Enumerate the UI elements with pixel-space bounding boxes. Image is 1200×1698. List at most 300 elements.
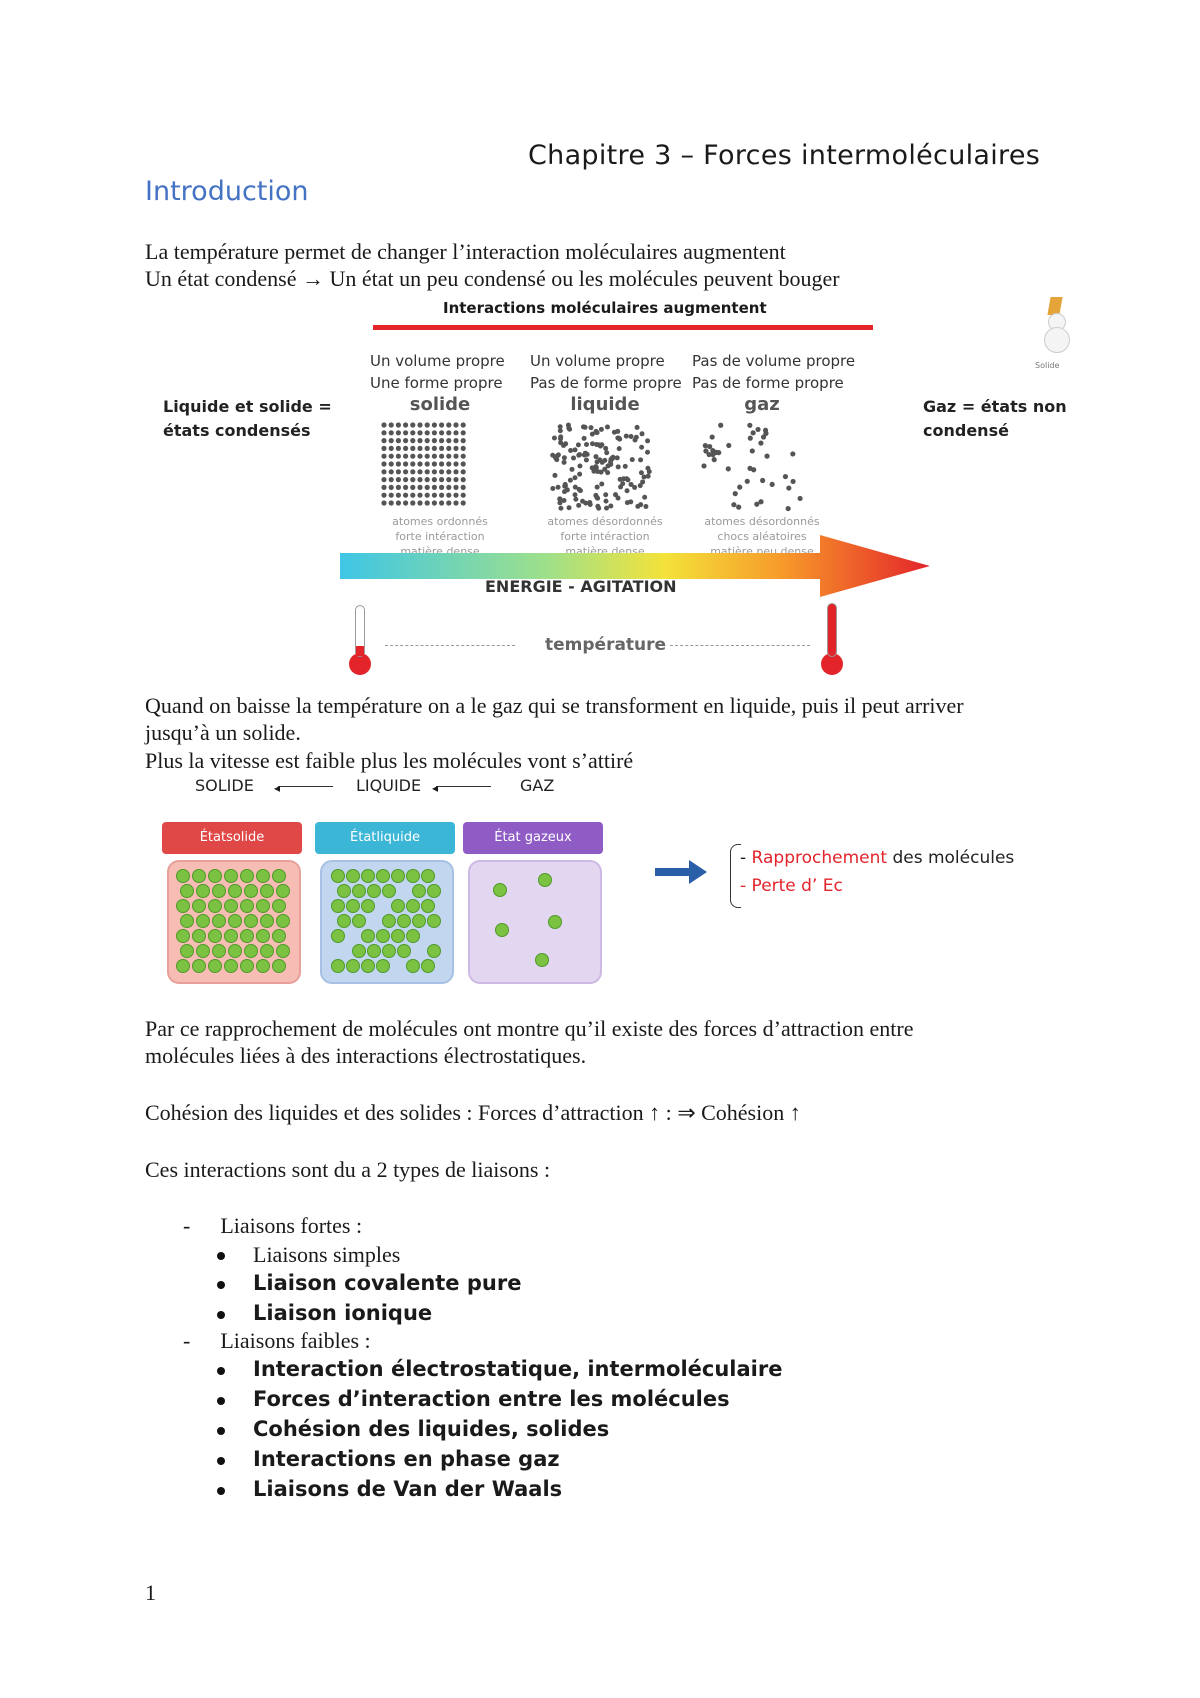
particle <box>432 454 437 459</box>
particle <box>764 454 769 459</box>
particle <box>193 870 206 883</box>
particle <box>615 455 620 460</box>
particle <box>245 945 258 958</box>
particle <box>453 446 458 451</box>
particle <box>332 900 345 913</box>
particle <box>608 462 613 467</box>
right-label <box>923 395 1067 443</box>
particle <box>362 870 375 883</box>
particle <box>629 434 634 439</box>
particle <box>417 500 422 505</box>
particle <box>332 930 345 943</box>
particle <box>639 445 644 450</box>
snowman-label: Solide <box>1035 361 1060 370</box>
particle <box>425 477 430 482</box>
particle <box>209 960 222 973</box>
liquid-state-box <box>320 860 454 984</box>
particle <box>446 461 451 466</box>
particle <box>638 502 643 507</box>
particle <box>630 457 635 462</box>
gas-desc-3: matière peu dense <box>710 545 814 558</box>
particle <box>396 461 401 466</box>
note-line-2: - Perte d’ Ec <box>740 876 843 896</box>
particle <box>620 481 625 486</box>
particle <box>362 930 375 943</box>
particle <box>403 422 408 427</box>
particle <box>539 874 552 887</box>
particle <box>209 900 222 913</box>
particle <box>181 945 194 958</box>
particle <box>590 465 595 470</box>
particle <box>701 463 706 468</box>
particle <box>425 485 430 490</box>
particle <box>353 915 366 928</box>
particle <box>389 422 394 427</box>
particle <box>261 915 274 928</box>
paragraph-3b: jusqu’à un solide. <box>145 720 301 745</box>
particle <box>562 498 567 503</box>
particle <box>461 438 466 443</box>
gas-desc-1: atomes désordonnés <box>704 515 820 528</box>
particle <box>713 450 718 455</box>
particle <box>241 930 254 943</box>
particle <box>417 454 422 459</box>
particle <box>396 500 401 505</box>
particle <box>428 915 441 928</box>
particle <box>712 457 717 462</box>
particle <box>612 430 617 435</box>
particle <box>603 499 608 504</box>
particle <box>583 425 588 430</box>
particle <box>410 461 415 466</box>
solid-particles <box>370 419 510 514</box>
liquid-particles <box>530 419 680 514</box>
particle <box>403 485 408 490</box>
note-2-text: Perte d’ Ec <box>751 876 843 896</box>
strong-bonds-title: Liaisons fortes : <box>220 1213 363 1238</box>
particle <box>332 870 345 883</box>
particle <box>439 469 444 474</box>
solid-state-balls <box>169 862 299 982</box>
paragraph-3a: Quand on baisse la température on a le gaz qui se transforment en liquide, puis il peut arriver <box>145 693 964 718</box>
particle <box>583 451 588 456</box>
particle <box>425 422 430 427</box>
thermometer-cold-icon <box>349 605 371 675</box>
paragraph-5b: molécules liées à des interactions électrostatiques. <box>145 1043 587 1068</box>
particle <box>580 499 585 504</box>
particle <box>604 506 609 511</box>
particle <box>417 438 422 443</box>
particle <box>425 438 430 443</box>
particle <box>403 430 408 435</box>
temperature-label: température <box>545 635 667 655</box>
particle <box>577 472 582 477</box>
particle <box>737 485 742 490</box>
particle <box>596 506 601 511</box>
particle <box>786 485 791 490</box>
particle <box>381 485 386 490</box>
particle <box>453 477 458 482</box>
particle <box>770 482 775 487</box>
particle <box>353 885 366 898</box>
particle <box>494 884 507 897</box>
particle <box>410 493 415 498</box>
sequence-liquide: LIQUIDE <box>356 776 422 795</box>
particle <box>558 434 563 439</box>
particle <box>439 454 444 459</box>
particle <box>461 461 466 466</box>
particle <box>568 478 573 483</box>
liquid-property-2: Pas de forme propre <box>530 374 682 392</box>
particle <box>392 930 405 943</box>
particle <box>642 475 647 480</box>
particle <box>407 870 420 883</box>
particle <box>410 469 415 474</box>
particle <box>446 422 451 427</box>
particle <box>558 506 563 511</box>
particle <box>432 469 437 474</box>
particle <box>377 930 390 943</box>
solid-desc-2: forte intéraction <box>395 530 485 543</box>
particle <box>432 446 437 451</box>
weak-bonds-item: - Liaisons faibles : <box>183 1328 371 1353</box>
particle <box>362 960 375 973</box>
particle <box>403 477 408 482</box>
particle <box>425 469 430 474</box>
particle <box>536 954 549 967</box>
liquid-desc-1: atomes désordonnés <box>547 515 663 528</box>
particle <box>410 430 415 435</box>
particle <box>389 438 394 443</box>
particle <box>381 461 386 466</box>
gas-property-2: Pas de forme propre <box>692 374 844 392</box>
arrow-to-liquid <box>436 786 491 787</box>
particle <box>403 493 408 498</box>
particle <box>590 441 595 446</box>
particle <box>461 485 466 490</box>
particle <box>624 434 629 439</box>
gas-name: gaz <box>744 394 780 415</box>
particle <box>563 441 568 446</box>
particle <box>383 885 396 898</box>
particle <box>552 473 557 478</box>
particle <box>407 960 420 973</box>
particle <box>417 461 422 466</box>
particle <box>389 477 394 482</box>
particle <box>638 483 643 488</box>
particle <box>381 500 386 505</box>
particle <box>213 915 226 928</box>
particle <box>389 430 394 435</box>
particle <box>197 885 210 898</box>
particle <box>599 427 604 432</box>
particle <box>461 493 466 498</box>
particle <box>599 482 604 487</box>
particle <box>403 446 408 451</box>
temperature-dash-left <box>385 645 515 646</box>
particle <box>710 434 715 439</box>
particle <box>425 461 430 466</box>
particle <box>439 438 444 443</box>
particle <box>558 440 563 445</box>
particle <box>562 455 567 460</box>
particle <box>726 466 731 471</box>
paragraph-4: Plus la vitesse est faible plus les molécules vont s’attiré <box>145 748 634 773</box>
strong-bonds-list <box>253 1242 521 1330</box>
particle <box>417 446 422 451</box>
particle <box>748 436 753 441</box>
particle <box>439 461 444 466</box>
particle <box>381 454 386 459</box>
particle <box>589 425 594 430</box>
particle <box>577 464 582 469</box>
particle <box>338 915 351 928</box>
particle <box>257 930 270 943</box>
particle <box>617 446 622 451</box>
particle <box>193 960 206 973</box>
gas-state-card <box>463 822 603 984</box>
particle <box>573 447 578 452</box>
solid-property-2: Une forme propre <box>370 374 503 392</box>
particle <box>645 438 650 443</box>
particle <box>181 885 194 898</box>
particle <box>558 428 563 433</box>
particle <box>225 870 238 883</box>
particle <box>461 477 466 482</box>
particle <box>389 454 394 459</box>
particle <box>552 435 557 440</box>
particle <box>595 469 600 474</box>
energy-label: ENERGIE - AGITATION <box>485 577 677 596</box>
particle <box>403 469 408 474</box>
particle <box>261 885 274 898</box>
particle <box>377 870 390 883</box>
particle <box>410 422 415 427</box>
particle <box>600 460 605 465</box>
list-item: Liaison covalente pure <box>253 1271 521 1301</box>
particle <box>635 425 640 430</box>
liquid-state-balls <box>322 862 452 982</box>
particle <box>273 960 286 973</box>
solid-state-box <box>167 860 301 984</box>
particle <box>396 422 401 427</box>
particle <box>277 945 290 958</box>
particle <box>453 430 458 435</box>
temperature-dash-right <box>670 645 810 646</box>
particle <box>453 493 458 498</box>
particle <box>761 434 766 439</box>
particle <box>736 504 741 509</box>
particle <box>410 485 415 490</box>
particle <box>602 467 607 472</box>
particle <box>396 438 401 443</box>
particle <box>229 885 242 898</box>
particle <box>783 474 788 479</box>
particle <box>398 915 411 928</box>
particle <box>747 466 752 471</box>
particle <box>643 504 648 509</box>
particle <box>193 900 206 913</box>
paragraph-7: Ces interactions sont du a 2 types de liaisons : <box>145 1157 551 1182</box>
particle <box>453 422 458 427</box>
particle <box>645 450 650 455</box>
particle <box>707 444 712 449</box>
strong-bonds-item: - Liaisons fortes : <box>183 1213 363 1238</box>
particle <box>381 438 386 443</box>
particle <box>257 900 270 913</box>
particle <box>277 885 290 898</box>
particle <box>432 438 437 443</box>
list-item: Forces d’interaction entre les molécules <box>253 1387 782 1417</box>
particle <box>213 945 226 958</box>
particle <box>439 477 444 482</box>
particle <box>257 960 270 973</box>
particle <box>407 930 420 943</box>
particle <box>731 502 736 507</box>
particle <box>225 930 238 943</box>
liquid-name: liquide <box>570 394 640 415</box>
particle <box>760 478 765 483</box>
particle <box>625 500 630 505</box>
particle <box>703 443 708 448</box>
right-label-line-2: condensé <box>923 421 1009 440</box>
solid-desc-3: matière dense <box>400 545 480 558</box>
particle <box>453 485 458 490</box>
thermometer-hot-icon <box>821 603 843 675</box>
sequence-solide: SOLIDE <box>195 776 254 795</box>
liquid-desc-2: forte intéraction <box>560 530 650 543</box>
snowman-icon <box>1035 295 1075 375</box>
particle <box>261 945 274 958</box>
particle <box>603 446 608 451</box>
paragraph-1: La température permet de changer l’interaction moléculaires augmentent <box>145 239 786 264</box>
particle <box>598 444 603 449</box>
figure-top-caption: Interactions moléculaires augmentent <box>443 299 767 317</box>
left-label-line-1: Liquide et solide = <box>163 397 332 416</box>
particle <box>747 423 752 428</box>
liquid-state-header: Étatliquide <box>315 822 455 854</box>
particle <box>389 461 394 466</box>
particle <box>410 454 415 459</box>
particle <box>389 446 394 451</box>
particle <box>410 500 415 505</box>
particle <box>389 500 394 505</box>
particle <box>623 464 628 469</box>
particle <box>241 900 254 913</box>
list-item: Liaisons simples <box>253 1242 521 1271</box>
particle <box>422 960 435 973</box>
particle <box>567 505 572 510</box>
particle <box>413 885 426 898</box>
paragraph-6: Cohésion des liquides et des solides : Forces d’attraction ↑ : ⇒ Cohésion ↑ <box>145 1100 801 1125</box>
solid-state-header: Étatsolide <box>162 822 302 854</box>
particle <box>225 960 238 973</box>
particle <box>392 870 405 883</box>
gas-column <box>692 350 862 559</box>
particle <box>353 945 366 958</box>
particle <box>396 493 401 498</box>
particle <box>745 479 750 484</box>
particle <box>417 493 422 498</box>
particle <box>413 915 426 928</box>
particle <box>571 456 576 461</box>
particle <box>417 430 422 435</box>
gas-state-box <box>468 860 602 984</box>
left-label <box>163 395 332 443</box>
particle <box>381 430 386 435</box>
particle <box>225 900 238 913</box>
particle <box>177 870 190 883</box>
particle <box>368 885 381 898</box>
particle <box>432 485 437 490</box>
particle <box>549 916 562 929</box>
particle <box>381 477 386 482</box>
interaction-red-bar <box>373 325 873 330</box>
solid-desc-1: atomes ordonnés <box>392 515 488 528</box>
particle <box>553 455 558 460</box>
weak-bonds-title: Liaisons faibles : <box>220 1328 371 1353</box>
particle <box>621 476 626 481</box>
particle <box>407 900 420 913</box>
particle <box>432 493 437 498</box>
particle <box>347 900 360 913</box>
particle <box>338 885 351 898</box>
particle <box>392 900 405 913</box>
note-1-rest: des molécules <box>887 848 1015 868</box>
particle <box>398 945 411 958</box>
particle <box>432 461 437 466</box>
page-number: 1 <box>145 1580 156 1605</box>
particle <box>786 506 791 511</box>
particle <box>639 470 644 475</box>
particle <box>425 454 430 459</box>
particle <box>638 457 643 462</box>
particle <box>594 430 599 435</box>
particle <box>461 469 466 474</box>
particle <box>383 945 396 958</box>
particle <box>563 482 568 487</box>
particle <box>751 430 756 435</box>
particle <box>439 500 444 505</box>
particle <box>396 469 401 474</box>
particle <box>453 454 458 459</box>
list-item: Interactions en phase gaz <box>253 1447 782 1477</box>
particle <box>703 448 708 453</box>
solid-property-1: Un volume propre <box>370 352 505 370</box>
particle <box>582 436 587 441</box>
particle <box>417 469 422 474</box>
particle <box>645 466 650 471</box>
particle <box>572 492 577 497</box>
particle <box>273 870 286 883</box>
particle <box>410 477 415 482</box>
particle <box>273 930 286 943</box>
particle <box>446 485 451 490</box>
particle <box>608 504 613 509</box>
particle <box>403 500 408 505</box>
paragraph-2: Un état condensé → Un état un peu condensé ou les molécules peuvent bouger <box>145 266 840 291</box>
particle <box>576 503 581 508</box>
particle <box>613 492 618 497</box>
particle <box>446 469 451 474</box>
particle <box>754 502 759 507</box>
particle <box>603 492 608 497</box>
particle <box>257 870 270 883</box>
particle <box>446 446 451 451</box>
particle <box>461 454 466 459</box>
particle <box>453 461 458 466</box>
particle <box>625 488 630 493</box>
